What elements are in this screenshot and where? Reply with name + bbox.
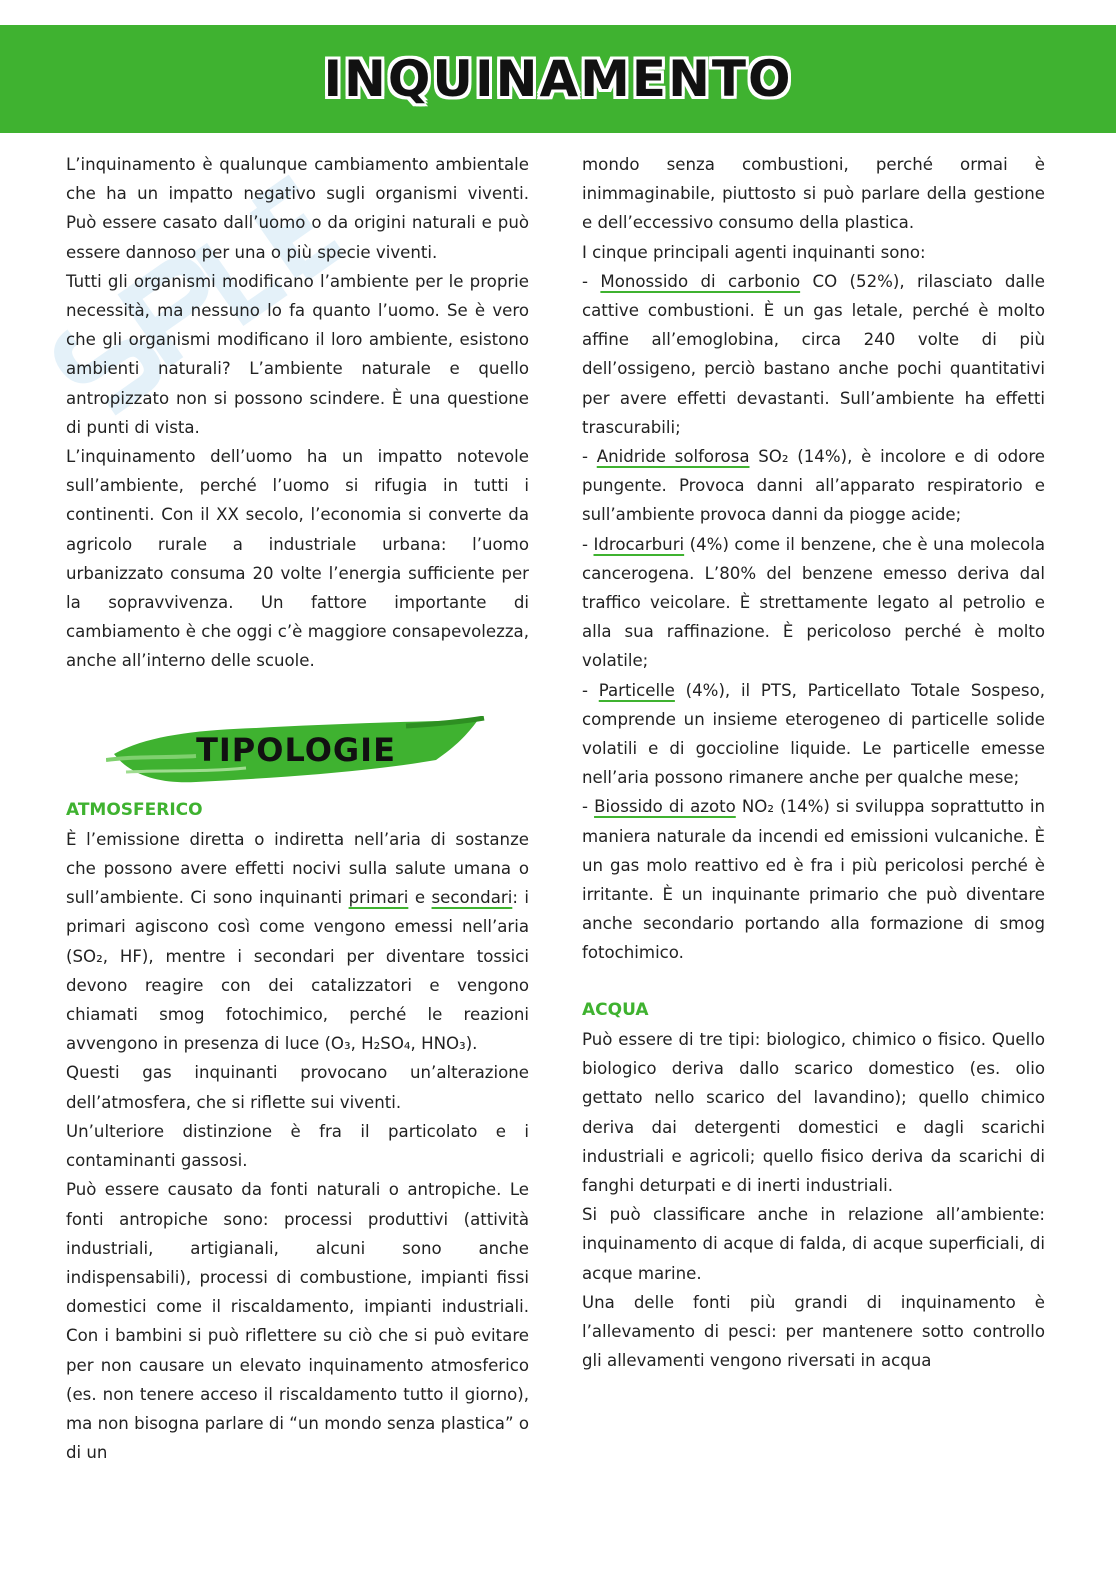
text-span: e: [408, 888, 432, 908]
agent-item: [582, 676, 1045, 793]
agent-name: Idrocarburi: [593, 534, 685, 554]
section-spacer: [582, 968, 1045, 996]
agent-item: [582, 792, 1045, 967]
acqua-paragraph-1: Può essere di tre tipi: biologico, chimico o fisico. Quello biologico deriva dallo scarico domestico (es. olio gettato nello scarico del lavandino); quello chimico deriva dai detergenti domestici e dagli scarichi industriali e agricoli; quello fisico deriva da scarichi di fanghi deturpati e di inerti industriali.: [582, 1029, 1045, 1195]
secondari-term: secondari: [431, 888, 513, 908]
acqua-paragraph-2: Si può classificare anche in relazione all’ambiente: inquinamento di acque di falda, di acque superficiali, di acque marine.: [582, 1205, 1045, 1283]
text-span: È l’emissione diretta o indiretta nell’aria di sostanze che possono avere effetti nocivi sulla salute umana o sull’ambiente. Ci sono inquinanti: [66, 829, 529, 908]
left-column: [66, 150, 529, 1467]
intro-paragraph-2: Tutti gli organismi modificano l’ambiente per le proprie necessità, ma nessuno lo fa quanto l’uomo. Se è vero che gli organismi modificano il loro ambiente, esistono ambienti naturali? L’ambiente naturale e quello antropizzato non si possono scindere. È una questione di punti di vista.: [66, 271, 529, 437]
header-band: [0, 25, 1116, 133]
right-column: [582, 150, 1045, 1375]
atmosferico-paragraph-2: Questi gas inquinanti provocano un’alterazione dell’atmosfera, che si riflette sui viventi.: [66, 1063, 529, 1112]
agent-description: NO₂ (14%) si sviluppa soprattutto in maniera naturale da incendi ed emissioni vulcaniche. È un gas molo reattivo ed è fra i più pericolosi perché è irritante. È un inquinante primario che può diventare anche secondario portando alla formazione di smog fotochimico.: [582, 797, 1045, 963]
agent-name: Monossido di carbonio: [600, 271, 801, 291]
agents-intro: I cinque principali agenti inquinanti sono:: [582, 242, 926, 262]
list-dash: -: [582, 447, 597, 467]
list-dash: -: [582, 534, 594, 554]
agent-item: [582, 442, 1045, 530]
acqua-paragraph-3: Una delle fonti più grandi di inquinamento è l’allevamento di pesci: per mantenere sotto controllo gli allevamenti vengono riversati in acqua: [582, 1292, 1045, 1371]
intro-paragraph-3: L’inquinamento dell’uomo ha un impatto notevole sull’ambiente, perché l’uomo si rifugia in tutti i continenti. Con il XX secolo, l’economia si converte da agricolo rurale a industriale urbana: l’uomo urbanizzato consuma 20 volte l’energia sufficiente per la sopravvivenza. Un fattore importante di cambiamento è che oggi c’è maggiore consapevolezza, anche all’interno delle scuole.: [66, 447, 529, 671]
list-dash: -: [582, 271, 601, 291]
list-dash: -: [582, 797, 595, 817]
primari-term: primari: [348, 888, 409, 908]
tipologie-title: TIPOLOGIE: [196, 731, 396, 770]
text-span: : i primari agiscono così come vengono emessi nell’aria (SO₂, HF), mentre i secondari per diventare tossici devono reagire con dei catalizzatori e vengono chiamati smog fotochimico, perché le reazioni avvengono in presenza di luce (O₃, H₂SO₄, HNO₃).: [66, 888, 530, 1054]
agent-description: (4%), il PTS, Particellato Totale Sospeso, comprende un insieme eterogeneo di particelle solide volatili e di goccioline liquide. Le particelle emesse nell’aria possono rimanere anche per qualche mese;: [582, 680, 1045, 788]
agent-item: [582, 530, 1045, 676]
agent-description: SO₂ (14%), è incolore e di odore pungente. Provoca danni all’apparato respiratorio e sull’ambiente provoca danni da piogge acide;: [582, 447, 1046, 525]
acqua-heading: ACQUA: [582, 999, 649, 1020]
atmosferico-paragraph-3: Un’ulteriore distinzione è fra il particolato e i contaminanti gassosi.: [66, 1121, 529, 1171]
agent-name: Biossido di azoto: [594, 797, 736, 817]
tipologie-banner: [66, 706, 529, 796]
list-dash: -: [582, 680, 599, 700]
page-title: INQUINAMENTO: [323, 50, 793, 108]
continuation-paragraph: mondo senza combustioni, perché ormai è inimmaginabile, piuttosto si può parlare della gestione e dell’eccessivo consumo della plastica.: [582, 155, 1045, 233]
agent-name: Particelle: [598, 680, 675, 700]
atmosferico-heading: ATMOSFERICO: [66, 799, 203, 820]
agent-item: [582, 267, 1045, 442]
agent-name: Anidride solforosa: [596, 447, 750, 467]
intro-paragraph-1: L’inquinamento è qualunque cambiamento ambientale che ha un impatto negativo sugli organismi viventi. Può essere casato dall’uomo o da origini naturali e può essere dannoso per una o più specie viventi.: [66, 155, 529, 262]
agent-description: (4%) come il benzene, che è una molecola cancerogena. L’80% del benzene emesso deriva dal traffico veicolare. È strettamente legato al petrolio e alla sua raffinazione. È pericoloso perché è molto volatile;: [582, 534, 1045, 671]
agent-description: CO (52%), rilasciato dalle cattive combustioni. È un gas letale, perché è molto affine all’emoglobina, circa 240 volte di più dell’ossigeno, perciò bastano anche pochi quantitativi per avere effetti devastanti. Sull’ambiente ha effetti trascurabili;: [582, 271, 1045, 437]
atmosferico-paragraph-1: [66, 825, 529, 1059]
atmosferico-paragraph-4: Può essere causato da fonti naturali o antropiche. Le fonti antropiche sono: processi produttivi (attività industriali, artigianali, alcuni sono anche indispensabili), processi di combustione, impianti fissi domestici come il riscaldamento, impianti industriali. Con i bambini si può riflettere su ciò che si può evitare per non causare un elevato inquinamento atmosferico (es. non tenere acceso il riscaldamento tutto il giorno), ma non bisogna parlare di “un mondo senza plastica” o di un: [66, 1180, 529, 1463]
